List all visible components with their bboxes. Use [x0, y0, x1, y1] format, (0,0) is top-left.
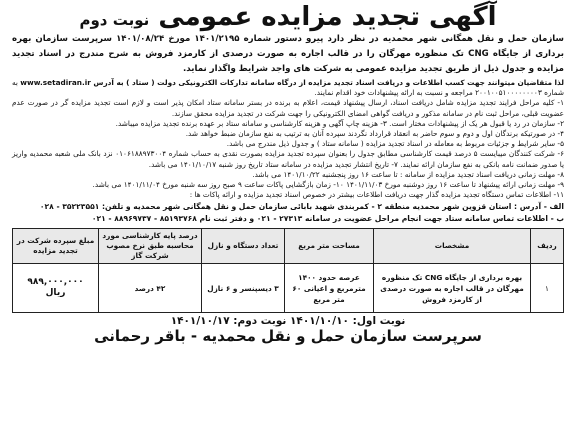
col-deposit: مبلغ سپرده شرکت در تجدید مزایده: [13, 229, 99, 264]
cell-area: عرصه حدود ۱۴۰۰ مترمربع و اعیانی ۶۰ متر مربع: [285, 264, 374, 313]
condition-item: ۱- کلیه مراحل فرایند تجدید مزایده شامل دریافت اسناد، ارسال پیشنهاد قیمت، اعلام به برنده در بستر سامانه ستاد امکان پذیر است و لازم است تجدید مزایده گر در صورت عدم عضویت قبلی، مراحل ثبت نام در سامانه مذکور و دریافت گواهی امضای الکترونیکی را جهت شرکت در تجدید مزایده محقق سازند.: [12, 98, 564, 118]
cell-row-number: ۱: [531, 264, 564, 313]
condition-item: لذا متقاضیان میتوانند جهت کسب اطلاعات و دریافت اسناد تجدید مزایده از درگاه سامانه تدارکات الکترونیکی دولت ( ستاد ) به آدرس www.setadiran.ir به شماره ۲۰۰۱۰۰۵۱۰۰۰۰۰۰۰۰۳ مراجعه و نسبت به ارائه پیشنهادات خود اقدام نمایند.: [12, 78, 565, 98]
condition-item: ۵- سایر شرایط و جزئیات مربوط به معامله در اسناد تجدید مزایده ( سامانه ستاد ) و جدول ذیل مندرج می باشد.: [226, 139, 564, 149]
conditions: [12, 78, 564, 200]
condition-item: ۴- در صورتیکه برندگان اول و دوم و سوم حاضر به انعقاد قرارداد نگردند سپرده آنان به ترتیب به نفع سازمان ضبط خواهد شد.: [185, 129, 564, 139]
col-devices: تعداد دستگاه و نازل: [202, 229, 285, 264]
signature-line: سرپرست سازمان حمل و نقل محمدیه - باقر رحمانی: [94, 327, 482, 346]
cell-deposit: ۹۸۹,۰۰۰,۰۰۰ ریال: [13, 264, 99, 313]
contact-address: الف - آدرس : استان قزوین شهر محمدیه منطقه ۲ - کمربندی شهید بابائی سازمان حمل و نقل همگانی شهر محمدیه و تلفن: ۳۵۲۲۳۵۵۱ - ۰۲۸: [39, 202, 564, 212]
col-base-percent: درصد پایه کارشناسی مورد محاسبه طبق نرخ مصوب شرکت گاز: [99, 229, 202, 264]
condition-item: ۶- شرکت کنندگان میبایست ۵ درصد قیمت کارشناسی مطابق جدول را بعنوان سپرده تجدید مزایده بصورت نقدی به حساب شماره ۰۱۰۶۱۸۸۹۷۳۰۰۴ نزد بانک ملی شعبه محمدیه واریز یا صدور ضمانت نامه بانکی به نفع سازمان ارائه نمایند. ۷- تاریخ انتشار تجدید مزایده در سامانه ستاد تاریخ روز شنبه ۱۴۰۱/۱۰/۱۷ می باشد.: [12, 149, 564, 169]
condition-item: ۱۱- اطلاعات تماس دستگاه تجدید مزایده گذار جهت دریافت اطلاعات بیشتر در خصوص اسناد تجدید مزایده و ارائه پاکات ها :: [189, 190, 564, 200]
cell-specs: بهره برداری از جایگاه CNG تک منظوره مهرگان در قالب اجاره به صورت درصدی از کارمزد فروش: [374, 264, 531, 313]
condition-item: ۸- مهلت زمانی دریافت اسناد تجدید مزایده از سامانه : تا ساعت ۱۶ روز پنجشنبه ۱۴۰۱/۱۰/۲۲ می باشد.: [252, 169, 564, 179]
table-header-row: [13, 229, 564, 264]
cell-base-percent: ۴۲ درصد: [99, 264, 202, 313]
cell-devices: ۳ دیسپنسر و ۶ نازل: [202, 264, 285, 313]
contact-info: [12, 201, 564, 225]
contact-setad: ب - اطلاعات تماس سامانه ستاد جهت انجام مراحل عضویت در سامانه ۲۷۳۱۳ - ۰۲۱ و دفتر ثبت نام ۸۵۱۹۳۷۶۸ - ۸۸۹۶۹۷۳۷ - ۰۲۱: [91, 214, 564, 224]
table-row: [13, 264, 564, 313]
col-specs: مشخصات: [374, 229, 531, 264]
notice-header: [12, 4, 564, 30]
condition-item: ۹- مهلت زمانی ارائه پیشنهاد تا ساعت ۱۶ روز دوشنبه مورخ ۱۴۰۱/۱۱/۰۳ ۱۰- زمان بازگشایی پاکات ساعت ۹ صبح روز سه شنبه مورخ ۱۴۰۱/۱۱/۰۴ می باشد.: [92, 180, 564, 190]
notice-round: نوبت دوم: [79, 11, 150, 29]
intro-paragraph: سازمان حمل و نقل همگانی شهر محمدیه در نظر دارد پیرو دستور شماره ۱۴۰۱/۲۱۹۵ مورخ ۱۴۰۱/۰۸/۲۴ سرپرست سازمان بهره برداری از جایگاه CNG تک منظوره مهرگان را در قالب اجاره به صورت درصدی از کارمزد فروش به شرح مندرج در اسناد تجدید مزایده و جدول ذیل از طریق تجدید مزایده عمومی به شرکت های واجد شرایط واگذار نماید.: [12, 34, 564, 74]
condition-item: ۲- سازمان در رد یا قبول هر یک از پیشنهادات مختار است. ۳- هزینه چاپ آگهی و هزینه کارشناسی و سامانه ستاد بر عهده برنده تجدید مزایده میباشد.: [115, 118, 564, 128]
col-area: مساحت متر مربع: [285, 229, 374, 264]
col-row-number: ردیف: [531, 229, 564, 264]
publication-dates: نوبت اول: ۱۴۰۱/۱۰/۱۰ نوبت دوم: ۱۴۰۱/۱۰/۱۷: [170, 315, 406, 328]
notice-title: آگهی تجدید مزایده عمومی: [158, 2, 497, 32]
auction-table: [12, 228, 564, 313]
